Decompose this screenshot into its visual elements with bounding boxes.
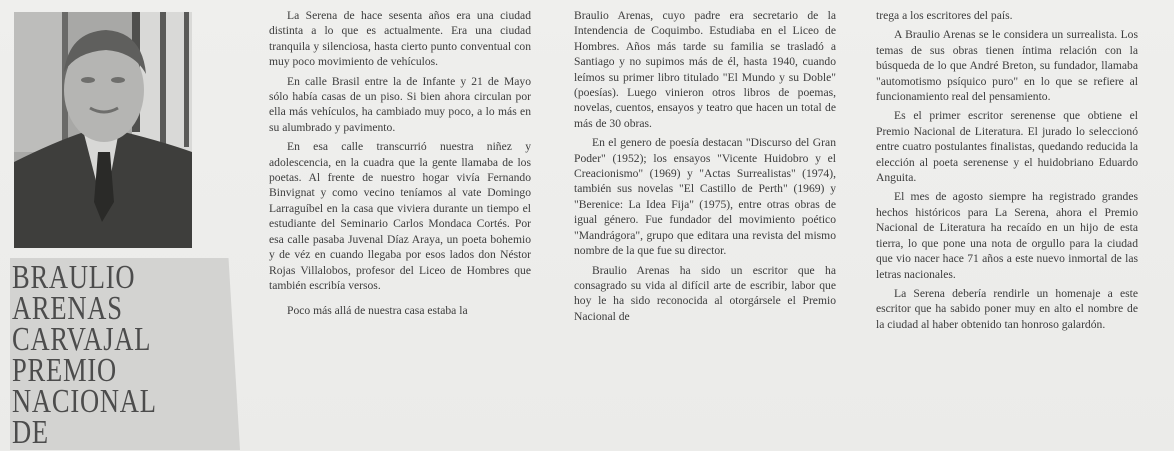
- paragraph: A Braulio Arenas se le considera un surrealista. Los temas de sus obras tienen íntima relación con la búsqueda de lo que André Breton, su fundador, llamaba "automotismo psíquico puro" en lo que se refiere al funcionamiento real del pensamiento.: [876, 28, 1138, 104]
- paragraph: La Serena debería rendirle un homenaje a este escritor que ha sabido poner muy en alto el nombre de la ciudad al haber obtenido tan honroso galardón.: [876, 286, 1138, 331]
- paragraph: La Serena de hace sesenta años era una ciudad distinta a lo que es actualmente. Era una ciudad tranquila y silenciosa, hasta cierto punto conventual con muy poco movimiento de vehículos.: [269, 9, 531, 69]
- paragraph: Poco más allá de nuestra casa estaba la: [287, 304, 468, 318]
- paragraph: trega a los escritores del país.: [876, 9, 1013, 22]
- headline-line: NACIONAL: [12, 383, 157, 420]
- headline-line: PREMIO: [12, 352, 117, 389]
- portrait-image-icon: [14, 12, 192, 248]
- article-column-3: [876, 8, 1138, 336]
- paragraph: En esa calle transcurrió nuestra niñez y adolescencia, en la cuadra que la gente llamaba de los poetas. Al frente de nuestro hogar vivía Fernando Binvignat y como vecino teníamos al vate Domingo Larraguíbel en la casa que viviera durante un tiempo el estudiante del Seminario Carlos Mondaca Cortés. Por esa calle pasaba Juvenal Díaz Araya, un poeta bohemio y de véz en cuando llegaba por esos lados don Néstor Rojas Villalobos, profesor del Liceo de Hombres que también escribía versos.: [269, 140, 531, 292]
- headline-line: CARVAJAL: [12, 321, 152, 358]
- paragraph: Braulio Arenas ha sido un escritor que ha consagrado su vida al difícil arte de escribir, labor que hoy le ha sido reconocida al otorgársele el Premio Nacional de: [574, 263, 836, 323]
- paragraph: Braulio Arenas, cuyo padre era secretario de la Intendencia de Coquimbo. Estudiaba en el Liceo de Hombres. Años más tarde su familia se trasladó a Santiago y no supimos más de él, hasta 1940, cuando leímos su primer libro titulado "El Mundo y su Doble" (poesías). Luego vinieron otros libros de poemas, novelas, cuentos, ensayos y teatro que hacen un total de más de 30 obras.: [574, 9, 836, 130]
- portrait-photo: [14, 12, 192, 248]
- headline-line: ARENAS: [12, 290, 123, 327]
- paragraph: En calle Brasil entre la de Infante y 21 de Mayo sólo había casas de un piso. Si bien ahora circulan por ella más vehículos, ha cambiado muy poco, a lo más en su alumbrado y pavimento.: [269, 74, 531, 134]
- paragraph: En el genero de poesía destacan "Discurso del Gran Poder" (1952); los ensayos "Vicente Huidobro y el Creacionismo" (1969) y "Actas Surrealistas" (1974), también sus novelas "El Castillo de Perth" (1969) y "Berenice: La Idea Fija" (1975), entre otras obras de igual género. Fue fundador del movimiento poético "Mandrágora", grupo que editara una revista del mismo nombre de la que fue su director.: [574, 136, 836, 258]
- paragraph: Es el primer escritor serenense que obtiene el Premio Nacional de Literatura. El jurado lo seleccionó entre cuatro postulantes finalistas, quedando reducida la elección al poeta serenense y el huidobriano Eduardo Anguita.: [876, 109, 1138, 185]
- article-column-2: [574, 8, 836, 328]
- article-column-1: [269, 8, 531, 323]
- paragraph: El mes de agosto siempre ha registrado grandes hechos históricos para La Serena, ahora el Premio Nacional de Literatura ha recaído en un hijo de esta tierra, lo que pone una nota de orgullo para la ciudad que vio nacer hace 71 años a este nuevo inmortal de las letras nacionales.: [876, 190, 1138, 281]
- headline-line: BRAULIO: [12, 259, 136, 296]
- headline-line: DE: [12, 414, 49, 451]
- headline: [12, 259, 184, 451]
